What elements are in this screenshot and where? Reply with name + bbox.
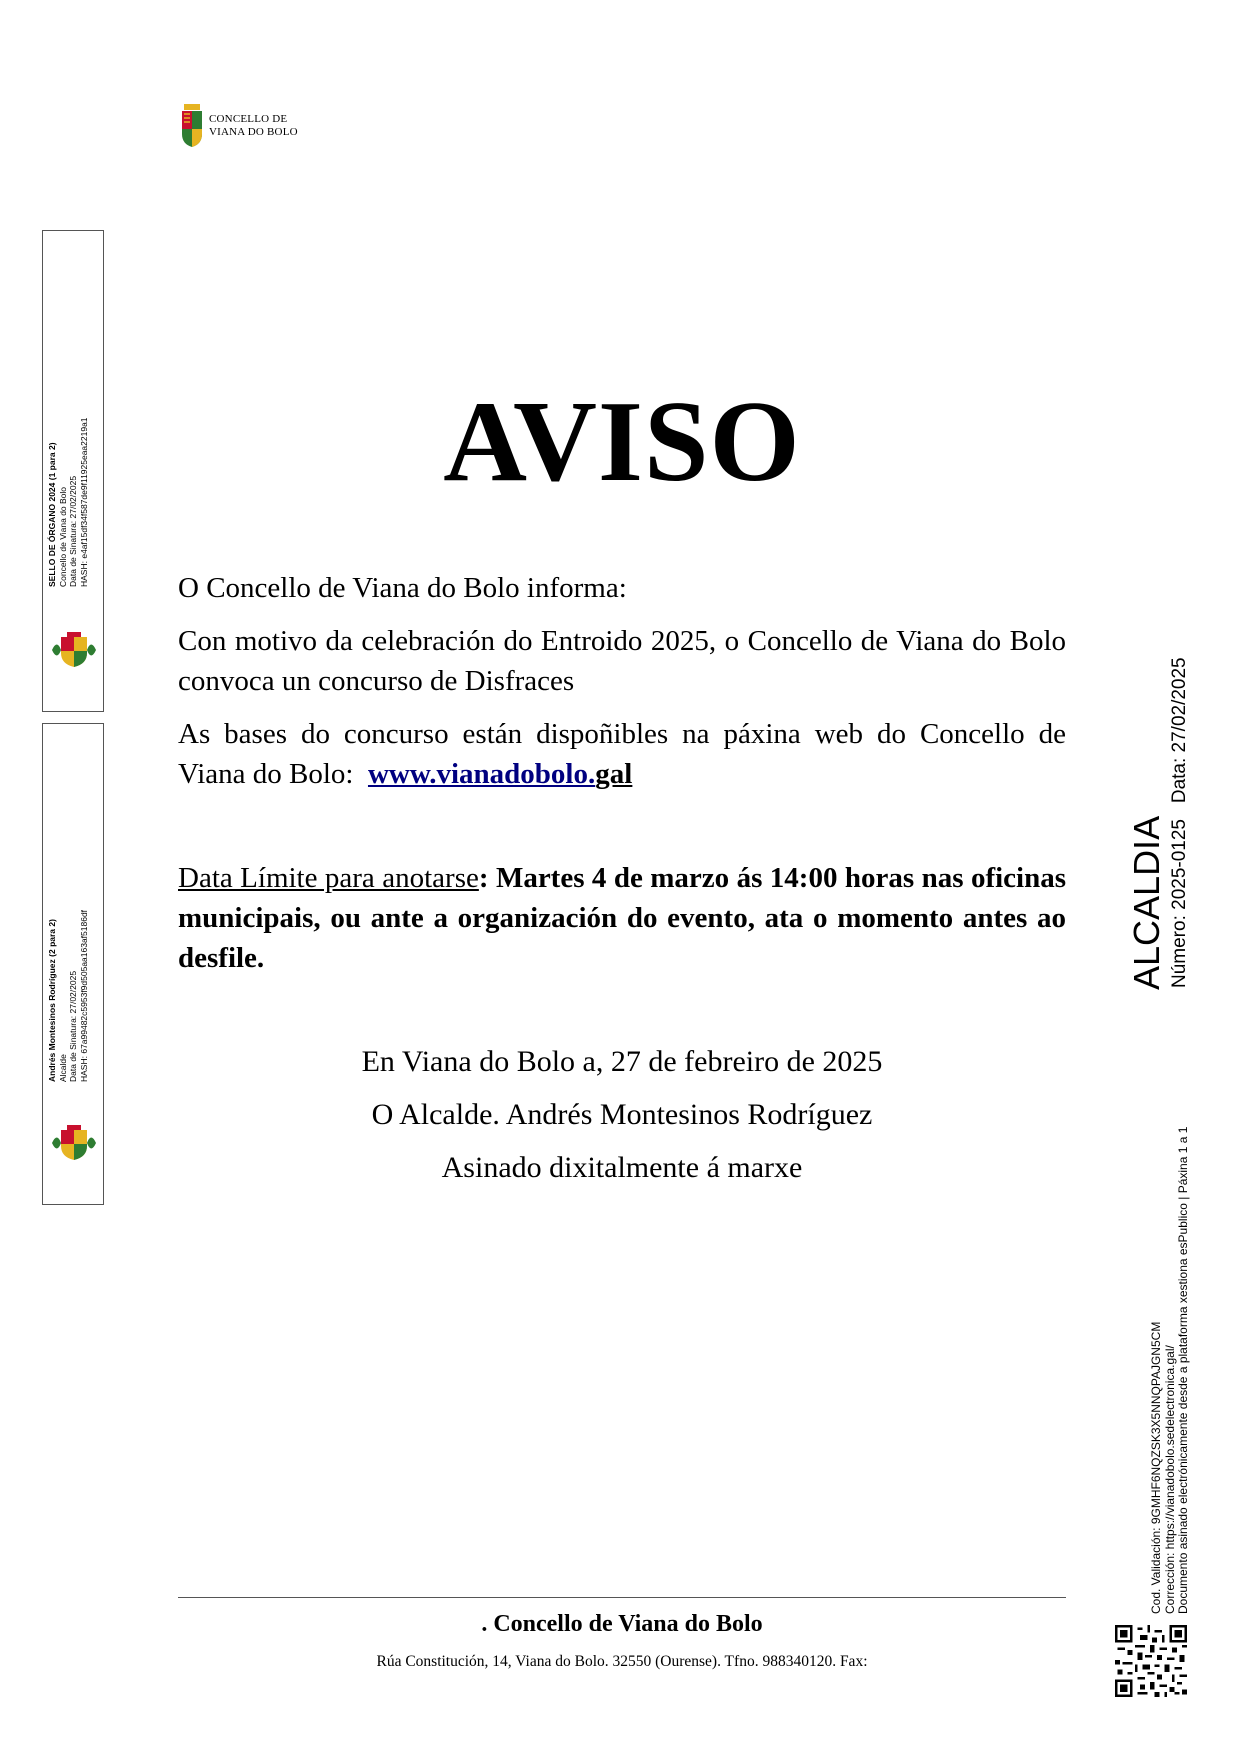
deadline-paragraph bbox=[178, 858, 1066, 978]
place-date: En Viana do Bolo a, 27 de febreiro de 2025 bbox=[361, 1045, 883, 1078]
validation-info bbox=[1150, 1127, 1191, 1614]
document-date: Data: 27/02/2025 bbox=[1169, 657, 1190, 804]
page-info: Páxina 1 a 1 bbox=[1176, 1126, 1190, 1194]
logo-line-2: VIANA DO BOLO bbox=[209, 126, 298, 138]
logo-text bbox=[209, 113, 298, 139]
coat-of-arms-icon bbox=[180, 104, 204, 148]
bases-paragraph bbox=[178, 714, 1066, 794]
signature-role: Concello de Viana do Bolo bbox=[57, 486, 68, 587]
department-stamp: ALCALDIA bbox=[1126, 815, 1167, 990]
signature-name: Andrés Montesinos Rodríguez (2 para 2) bbox=[47, 919, 57, 1082]
signature-text-seal bbox=[47, 417, 89, 587]
signer-line: O Alcalde. Andrés Montesinos Rodríguez bbox=[371, 1098, 873, 1131]
signature-box-seal bbox=[42, 230, 104, 712]
coat-of-arms-icon bbox=[49, 1124, 99, 1162]
bases-text: As bases do concurso están dispoñibles na páxina web do Concello de Viana do Bolo: bbox=[178, 718, 1066, 790]
qr-code-icon bbox=[1115, 1625, 1187, 1697]
deadline-label: Data Límite para anotarse bbox=[178, 862, 479, 894]
signature-hash: HASH: 67a99482c5953f9d505aa163af5186df bbox=[78, 909, 89, 1082]
signature-hash: HASH: e4af15df34f587de9f11925eaa2219a1 bbox=[78, 417, 89, 587]
signature-box-mayor bbox=[42, 723, 104, 1205]
signed-note: Asinado dixitalmente á marxe bbox=[441, 1151, 803, 1184]
intro-text: O Concello de Viana do Bolo informa: bbox=[178, 572, 627, 604]
deadline-text: : Martes 4 de marzo ás 14:00 horas nas oficinas municipais, ou ante a organización do evento, ata o momento antes ao desfile. bbox=[178, 862, 1066, 974]
municipal-logo bbox=[180, 104, 298, 148]
correction-url: Corrección: https://vianadobolo.sedelectronica.gal/ bbox=[1162, 1345, 1177, 1614]
footer-title: . Concello de Viana do Bolo bbox=[481, 1611, 763, 1637]
signature-date: Data de Sinatura: 27/02/2025 bbox=[68, 970, 78, 1082]
coat-of-arms-icon bbox=[49, 631, 99, 669]
footer-divider bbox=[178, 1597, 1066, 1598]
logo-line-1: CONCELLO DE bbox=[209, 113, 288, 125]
website-link[interactable]: www.vianadobolo.gal bbox=[367, 758, 633, 790]
page-title: AVISO bbox=[443, 378, 801, 506]
signature-text-mayor bbox=[47, 910, 89, 1082]
document-number-date bbox=[1169, 657, 1191, 988]
signature-name: SELLO DE ÓRGANO 2024 (1 para 2) bbox=[47, 442, 57, 587]
document-number: Número: 2025-0125 bbox=[1169, 819, 1190, 988]
validation-code: Cod. Validación: 9GMHF6NQZSK3X5NNQPAJGN5CM bbox=[1149, 1321, 1163, 1614]
announcement-paragraph: Con motivo da celebración do Entroido 2025, o Concello de Viana do Bolo convoca un concurso de Disfraces bbox=[178, 625, 1066, 697]
signature-role: Alcalde bbox=[57, 1054, 68, 1082]
footer-address: Rúa Constitución, 14, Viana do Bolo. 32550 (Ourense). Tfno. 988340120. Fax: bbox=[376, 1653, 868, 1670]
signature-date: Data de Sinatura: 27/02/2025 bbox=[68, 475, 78, 587]
platform-note: Documento asinado electrónicamente desde a plataforma xestiona esPublico | Páxina 1 a 1 bbox=[1176, 1126, 1190, 1614]
